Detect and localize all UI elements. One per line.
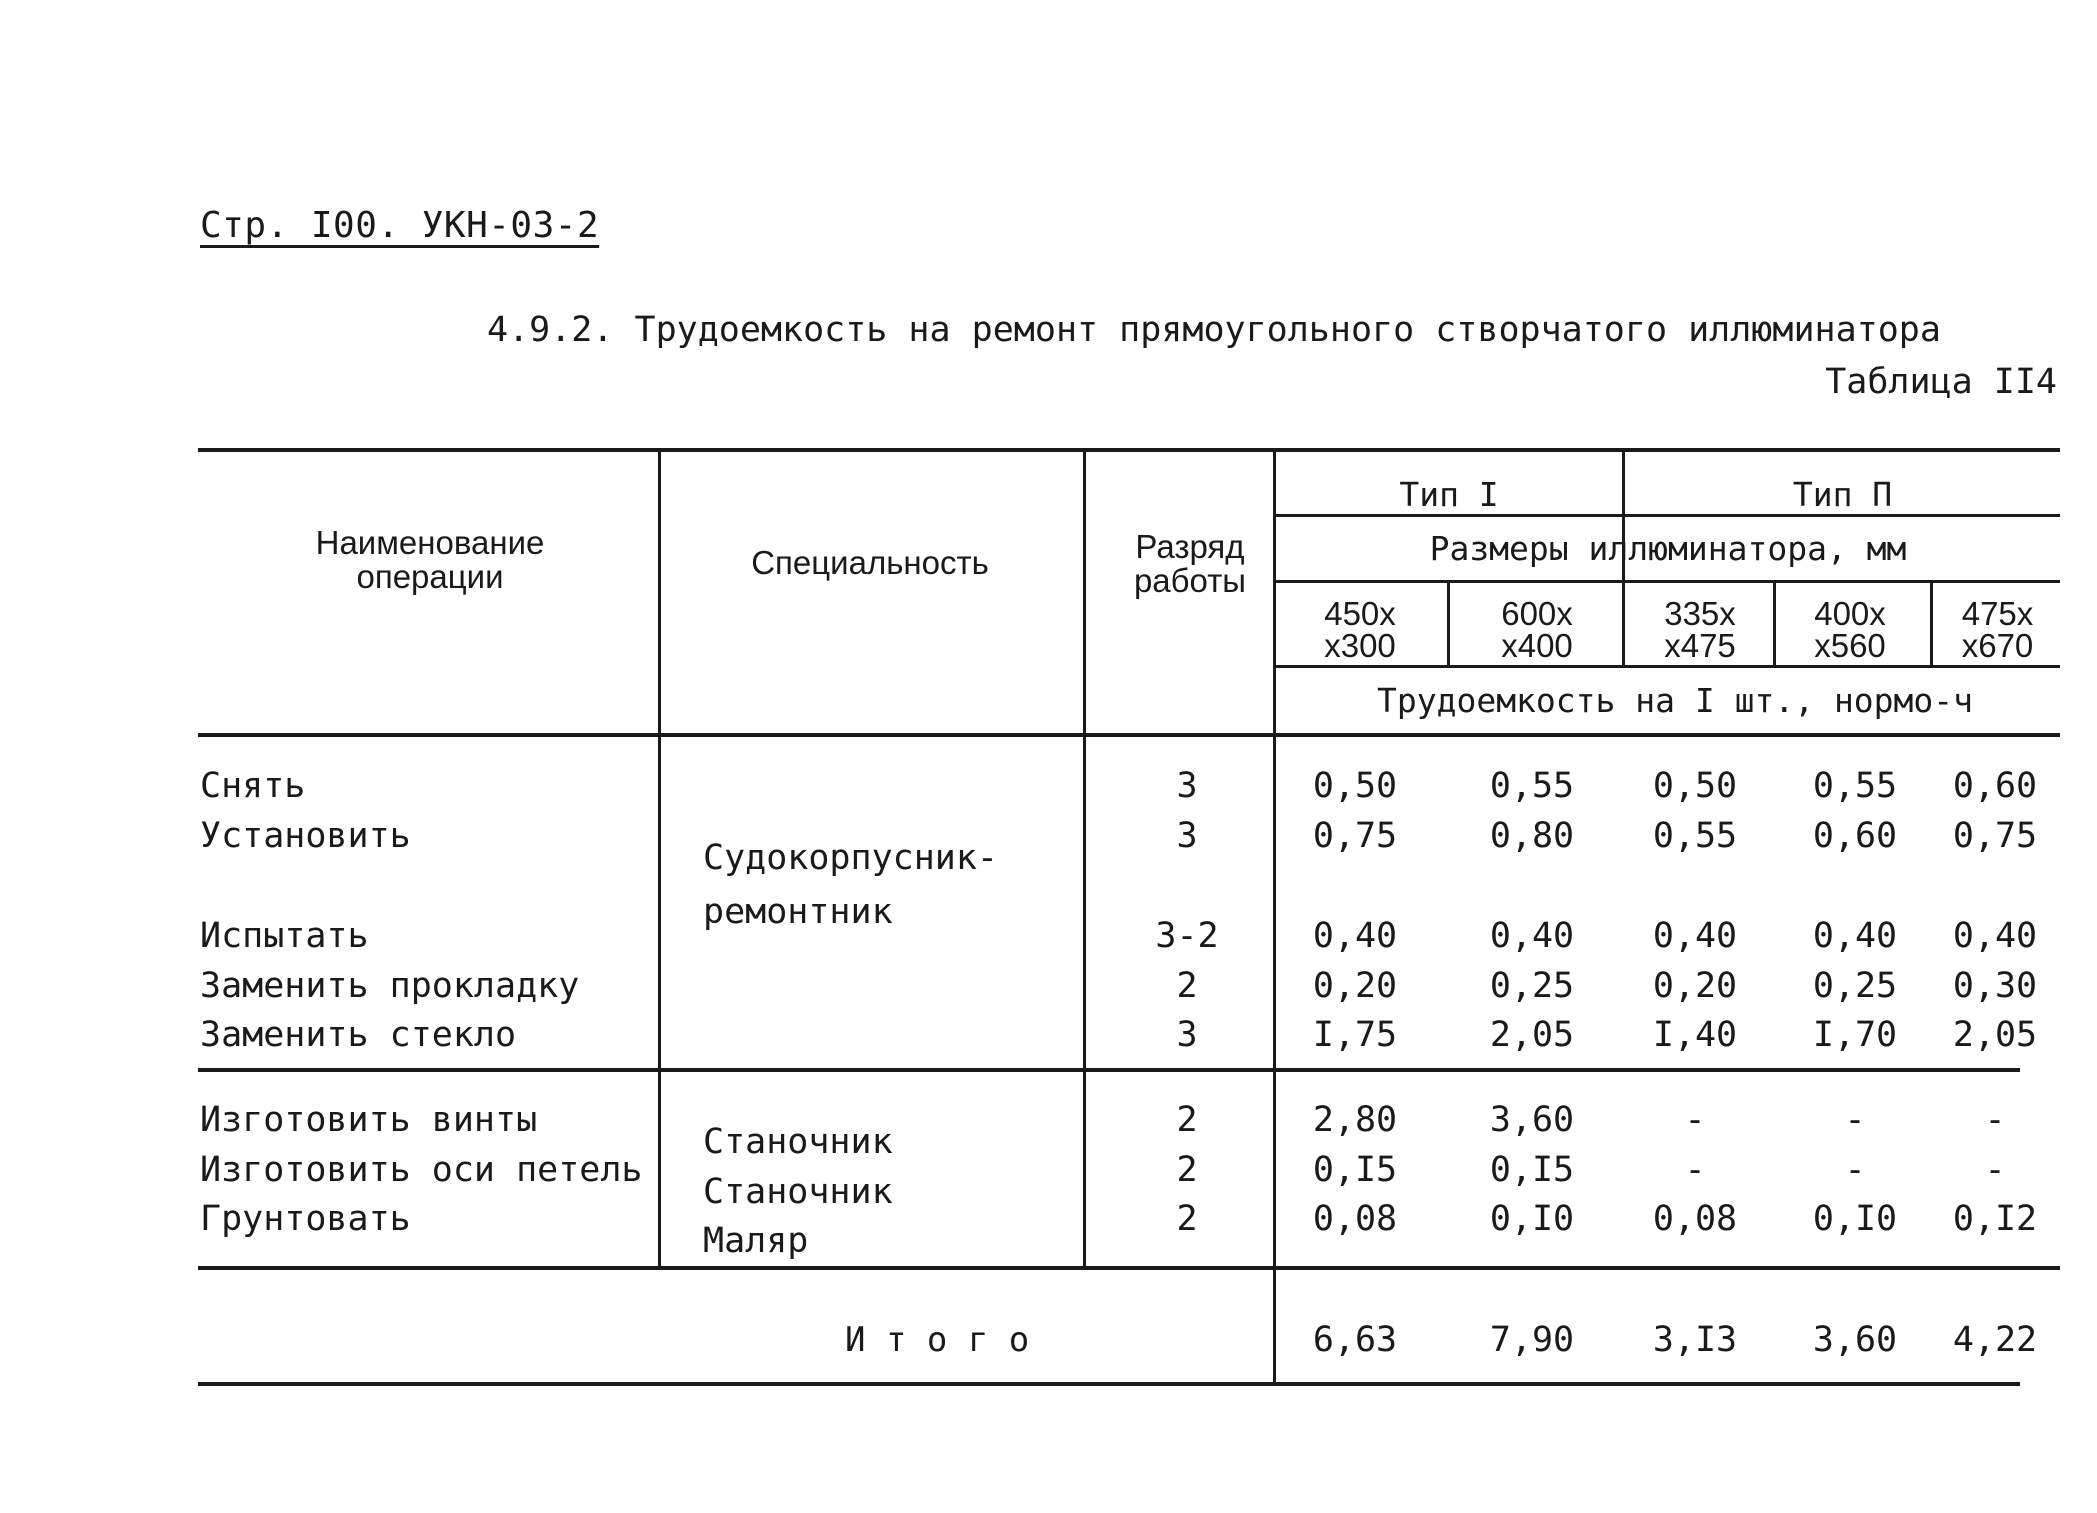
page-reference: Стр. I00. УКН-03-2 [200,205,600,246]
header-size [1467,595,1607,664]
header-size [1780,595,1920,664]
size-line-1: 475х [1961,595,2034,632]
value-cell: I,75 [1312,1015,1398,1055]
header-size [1290,595,1430,664]
value-cell: 0,30 [1952,966,2038,1006]
value-cell: 2,80 [1312,1100,1398,1140]
specialty-cell: Станочник [703,1122,893,1162]
value-cell: 0,08 [1652,1199,1738,1239]
col-divider-operation [658,450,661,1268]
section-title: 4.9.2. Трудоемкость на ремонт прямоугольного створчатого иллюминатора [487,310,1941,350]
value-cell: - [1844,1100,1866,1140]
value-cell: 0,25 [1812,966,1898,1006]
size-line-2: х670 [1961,627,2034,664]
table-number: Таблица II4 [1825,362,2057,402]
value-cell: 0,I5 [1312,1150,1398,1190]
grade-cell: 2 [1176,1100,1198,1140]
operation-cell: Заменить прокладку [200,966,580,1006]
value-cell: 0,40 [1652,916,1738,956]
size-line-2: х300 [1324,627,1396,664]
grade-cell: 3-2 [1155,916,1219,956]
value-cell: 0,40 [1952,916,2038,956]
value-cell: 0,40 [1489,916,1575,956]
header-size [1935,595,2060,664]
header-operation: Наименование операции [315,524,545,595]
header-grade: Разряд работы [1133,528,1247,599]
col-divider-size-4 [1930,582,1933,667]
operation-cell: Заменить стекло [200,1015,517,1055]
grade-cell: 2 [1176,1199,1198,1239]
value-cell: 2,05 [1489,1015,1575,1055]
col-divider-specialty [1083,450,1086,1268]
specialty-cell: Судокорпусник- [703,838,999,878]
value-cell: I,70 [1812,1015,1898,1055]
col-divider-grade [1273,450,1276,1384]
size-line-2: х400 [1501,627,1573,664]
grade-cell: 3 [1176,816,1198,856]
value-cell: 0,55 [1652,816,1738,856]
value-cell: - [1984,1150,2006,1190]
header-specialty: Специальность [751,544,989,581]
operation-cell: Изготовить винты [200,1100,538,1140]
value-cell: 3,60 [1489,1100,1575,1140]
value-cell: 0,20 [1652,966,1738,1006]
size-line-1: 335х [1664,595,1736,632]
operation-cell: Испытать [200,916,369,956]
header-labor-label: Трудоемкость на I шт., нормо-ч [1376,681,1974,720]
total-value-cell: 3,60 [1812,1320,1898,1360]
value-cell: 0,I5 [1489,1150,1575,1190]
value-cell: 0,25 [1489,966,1575,1006]
type-header-rule [1276,514,2060,517]
header-size [1630,595,1770,664]
specialty-cell: Маляр [703,1221,809,1261]
table-bottom-rule [198,1382,2020,1386]
total-value-cell: 6,63 [1312,1320,1398,1360]
value-cell: 0,50 [1652,766,1738,806]
specialty-cell: ремонтник [703,892,893,932]
header-type-1: Тип I [1399,475,1499,514]
value-cell: 0,I2 [1952,1199,2038,1239]
table-top-rule [198,448,2060,452]
header-type-2: Тип П [1792,475,1893,514]
value-cell: - [1844,1150,1866,1190]
operation-cell: Грунтовать [200,1199,411,1239]
operation-cell: Изготовить оси петель [200,1150,643,1190]
value-cell: 0,40 [1312,916,1398,956]
specialty-cell: Станочник [703,1172,893,1212]
value-cell: 0,50 [1312,766,1398,806]
value-cell: 0,55 [1812,766,1898,806]
value-cell: - [1684,1150,1706,1190]
value-cell: 0,20 [1312,966,1398,1006]
value-cell: - [1684,1100,1706,1140]
size-line-1: 450х [1324,595,1396,632]
value-cell: 0,75 [1952,816,2038,856]
size-line-2: х560 [1814,627,1886,664]
value-cell: 0,55 [1489,766,1575,806]
total-value-cell: 3,I3 [1652,1320,1738,1360]
total-value-cell: 4,22 [1952,1320,2038,1360]
total-label: И т о г о [845,1320,1030,1360]
grade-cell: 2 [1176,1150,1198,1190]
value-cell: 0,60 [1812,816,1898,856]
total-value-cell: 7,90 [1489,1320,1575,1360]
header-sizes-label: Размеры иллюминатора, мм [1429,529,1907,568]
col-divider-size-3 [1773,582,1776,667]
value-cell: 0,08 [1312,1199,1398,1239]
grade-cell: 3 [1176,1015,1198,1055]
value-cell: 0,I0 [1489,1199,1575,1239]
value-cell: 0,I0 [1812,1199,1898,1239]
value-cell: I,40 [1652,1015,1738,1055]
value-cell: 0,60 [1952,766,2038,806]
size-line-1: 400х [1814,595,1886,632]
value-cell: 2,05 [1952,1015,2038,1055]
value-cell: 0,40 [1812,916,1898,956]
value-cell: 0,80 [1489,816,1575,856]
size-line-2: х475 [1664,627,1736,664]
body-bottom-rule [198,1266,2060,1270]
value-cell: - [1984,1100,2006,1140]
group-divider-rule [198,1068,2020,1072]
sizes-rule [1276,665,2060,668]
operation-cell: Установить [200,816,411,856]
col-divider-size-1 [1447,582,1450,667]
sizes-label-rule [1276,580,2060,583]
value-cell: 0,75 [1312,816,1398,856]
operation-cell: Снять [200,766,306,806]
header-bottom-rule [198,733,2060,737]
size-line-1: 600х [1501,595,1573,632]
grade-cell: 2 [1176,966,1198,1006]
grade-cell: 3 [1176,766,1198,806]
